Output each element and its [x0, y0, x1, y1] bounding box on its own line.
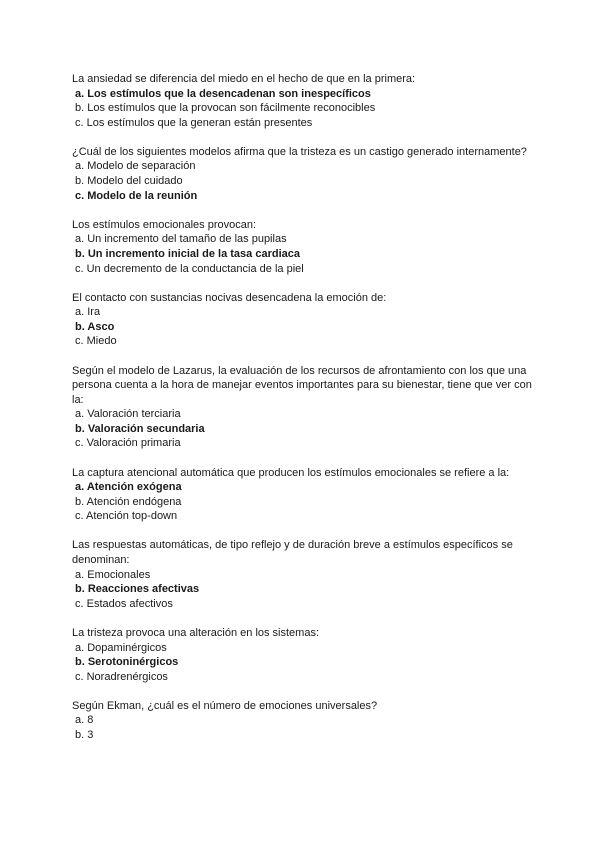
option-a-correct: a. Atención exógena: [75, 481, 182, 494]
options-list: [72, 305, 532, 349]
question-text: La captura atencional automática que producen los estímulos emocionales se refiere a la:: [72, 466, 510, 479]
options-list: [72, 87, 532, 131]
option-a: a. Valoración terciaria: [75, 408, 181, 421]
question-2: [72, 145, 532, 203]
option-c: c. Valoración primaria: [75, 437, 181, 450]
question-text: Los estímulos emocionales provocan:: [72, 218, 257, 231]
option-c: c. Los estímulos que la generan están presentes: [75, 116, 313, 129]
options-list: [72, 407, 532, 451]
option-b-correct: b. Valoración secundaria: [75, 422, 205, 435]
option-b: b. Atención endógena: [75, 495, 182, 508]
option-a: a. Emocionales: [75, 568, 151, 581]
question-7: [72, 538, 532, 611]
option-c: c. Atención top-down: [75, 510, 178, 523]
question-text: La ansiedad se diferencia del miedo en el hecho de que en la primera:: [72, 73, 416, 85]
question-6: [72, 466, 532, 524]
question-4: [72, 291, 532, 349]
option-a: a. 8: [75, 714, 94, 727]
option-a: a. Un incremento del tamaño de las pupilas: [75, 233, 287, 246]
option-b: b. Modelo del cuidado: [75, 175, 183, 188]
question-text: ¿Cuál de los siguientes modelos afirma que la tristeza es un castigo generado internamente?: [72, 145, 527, 158]
option-b: b. 3: [75, 728, 94, 741]
option-b-correct: b. Reacciones afectivas: [75, 583, 200, 596]
option-b-correct: b. Asco: [75, 320, 115, 333]
options-list: [72, 232, 532, 276]
option-c-correct: c. Modelo de la reunión: [75, 189, 198, 202]
question-text: Según Ekman, ¿cuál es el número de emociones universales?: [72, 699, 378, 712]
option-a: a. Dopaminérgicos: [75, 641, 167, 654]
question-3: [72, 218, 532, 276]
question-8: [72, 626, 532, 684]
options-list: [72, 159, 532, 203]
option-c: c. Un decremento de la conductancia de la piel: [75, 262, 304, 275]
question-text: Según el modelo de Lazarus, la evaluación de los recursos de afrontamiento con los que una persona cuenta a la hora de manejar eventos importantes para su bienestar, tiene que ver con la:: [72, 364, 532, 406]
option-a-correct: a. Los estímulos que la desencadenan son inespecíficos: [75, 87, 371, 100]
options-list: [72, 641, 532, 685]
option-b-correct: b. Un incremento inicial de la tasa cardiaca: [75, 247, 300, 260]
option-b-correct: b. Serotoninérgicos: [75, 656, 179, 669]
options-list: [72, 713, 532, 742]
option-a: a. Modelo de separación: [75, 160, 196, 173]
question-5: [72, 364, 532, 452]
option-a: a. Ira: [75, 306, 101, 319]
option-c: c. Miedo: [75, 335, 117, 348]
question-text: Las respuestas automáticas, de tipo reflejo y de duración breve a estímulos específicos se denominan:: [72, 539, 513, 567]
option-c: c. Estados afectivos: [75, 597, 173, 610]
document-page: [72, 72, 532, 757]
question-9: [72, 699, 532, 743]
options-list: [72, 480, 532, 524]
question-text: El contacto con sustancias nocivas desencadena la emoción de:: [72, 291, 387, 304]
option-c: c. Noradrenérgicos: [75, 670, 168, 683]
question-text: La tristeza provoca una alteración en los sistemas:: [72, 626, 320, 639]
question-1: [72, 72, 532, 130]
options-list: [72, 568, 532, 612]
option-b: b. Los estímulos que la provocan son fácilmente reconocibles: [75, 102, 376, 115]
